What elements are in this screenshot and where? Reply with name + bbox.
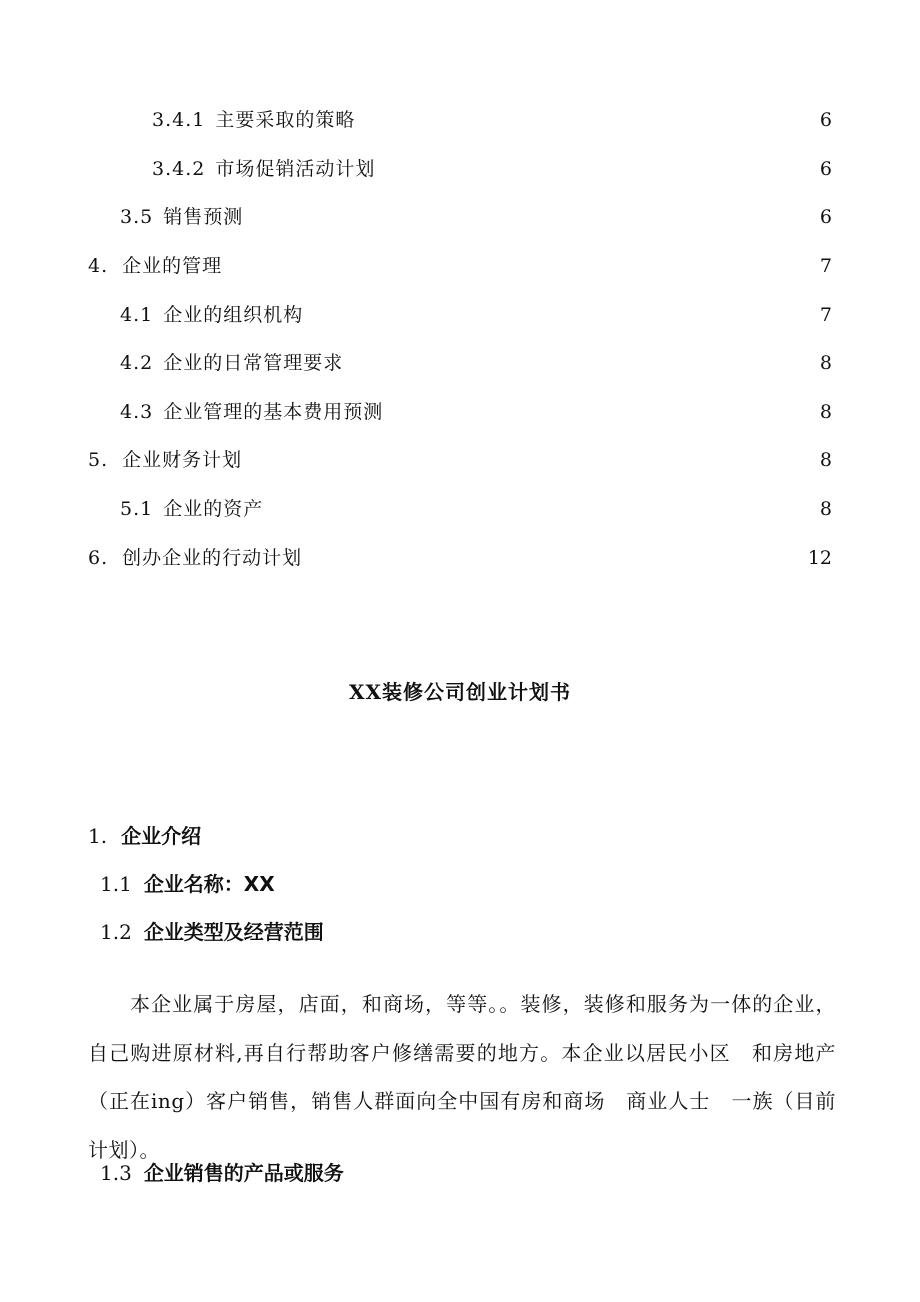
dot-leader xyxy=(313,305,816,325)
subsection-number: 1.1 xyxy=(100,872,132,896)
toc-entry[interactable] xyxy=(88,290,832,339)
toc-entry[interactable] xyxy=(88,436,832,485)
dot-leader xyxy=(365,110,816,130)
toc-entry-number: 3.4.1 xyxy=(152,109,206,132)
dot-leader xyxy=(393,402,816,422)
toc-entry-page: 7 xyxy=(819,255,832,278)
table-of-contents xyxy=(88,96,832,582)
dot-leader xyxy=(353,353,816,373)
toc-entry-title: 销售预测 xyxy=(163,206,244,229)
toc-entry[interactable] xyxy=(88,145,832,194)
toc-entry-title: 企业管理的基本费用预测 xyxy=(163,400,384,423)
toc-entry-title: 企业的资产 xyxy=(163,498,264,521)
toc-entry-page: 7 xyxy=(819,303,832,326)
toc-entry[interactable] xyxy=(88,533,832,582)
toc-entry-page: 8 xyxy=(819,498,832,521)
section-heading-1 xyxy=(88,820,201,849)
body-paragraph: 本企业属于房屋，店面，和商场，等等。。装修，装修和服务为一体的企业，自己购进原材料,再自行帮助客户修缮需要的地方。本企业以居民小区 和房地产（正在ing）客户销售，销售人群面向全中国有房和商场 商业人士 一族（目前计划）。 xyxy=(88,992,836,1162)
subsection-title: 企业名称：XX xyxy=(143,872,275,896)
toc-entry-title: 主要采取的策略 xyxy=(215,109,356,132)
section-title: 企业介绍 xyxy=(121,824,202,848)
toc-entry-number: 4.2 xyxy=(120,352,154,375)
toc-entry-number: 5.1 xyxy=(120,498,154,521)
section-number: 1. xyxy=(88,824,108,848)
subsection-heading-1-3 xyxy=(100,1157,344,1186)
subsection-number: 1.2 xyxy=(100,920,132,944)
toc-entry[interactable] xyxy=(88,242,832,291)
subsection-heading-1-2 xyxy=(100,916,324,945)
toc-entry[interactable] xyxy=(88,96,832,145)
toc-entry-title: 创办企业的行动计划 xyxy=(122,546,303,569)
toc-entry-page: 6 xyxy=(819,157,832,180)
toc-entry-page: 8 xyxy=(819,449,832,472)
dot-leader xyxy=(385,159,816,179)
dot-leader xyxy=(312,548,804,568)
toc-entry[interactable] xyxy=(88,193,832,242)
subsection-number: 1.3 xyxy=(100,1161,132,1185)
subsection-heading-1-1 xyxy=(100,868,275,897)
dot-leader xyxy=(253,207,816,227)
subsection-title: 企业类型及经营范围 xyxy=(143,920,324,944)
toc-entry-number: 5. xyxy=(88,449,109,472)
document-title: XX装修公司创业计划书 xyxy=(348,680,572,704)
toc-entry[interactable] xyxy=(88,339,832,388)
toc-entry-title: 企业的组织机构 xyxy=(163,303,304,326)
toc-entry-title: 企业的管理 xyxy=(122,255,223,278)
toc-entry-number: 6. xyxy=(88,546,109,569)
toc-entry[interactable] xyxy=(88,485,832,534)
toc-entry-page: 8 xyxy=(819,352,832,375)
toc-entry-page: 12 xyxy=(807,546,832,569)
toc-entry-title: 企业的日常管理要求 xyxy=(163,352,344,375)
toc-entry-title: 企业财务计划 xyxy=(122,449,243,472)
dot-leader xyxy=(232,256,816,276)
toc-entry-title: 市场促销活动计划 xyxy=(215,157,376,180)
dot-leader xyxy=(273,499,816,519)
toc-entry-number: 4.1 xyxy=(120,303,154,326)
subsection-title: 企业销售的产品或服务 xyxy=(143,1161,344,1185)
toc-entry-page: 6 xyxy=(819,109,832,132)
toc-entry-page: 8 xyxy=(819,400,832,423)
toc-entry-number: 3.4.2 xyxy=(152,157,206,180)
toc-entry-number: 4.3 xyxy=(120,400,154,423)
toc-entry-page: 6 xyxy=(819,206,832,229)
dot-leader xyxy=(252,450,816,470)
toc-entry[interactable] xyxy=(88,388,832,437)
toc-entry-number: 4. xyxy=(88,255,109,278)
toc-entry-number: 3.5 xyxy=(120,206,154,229)
